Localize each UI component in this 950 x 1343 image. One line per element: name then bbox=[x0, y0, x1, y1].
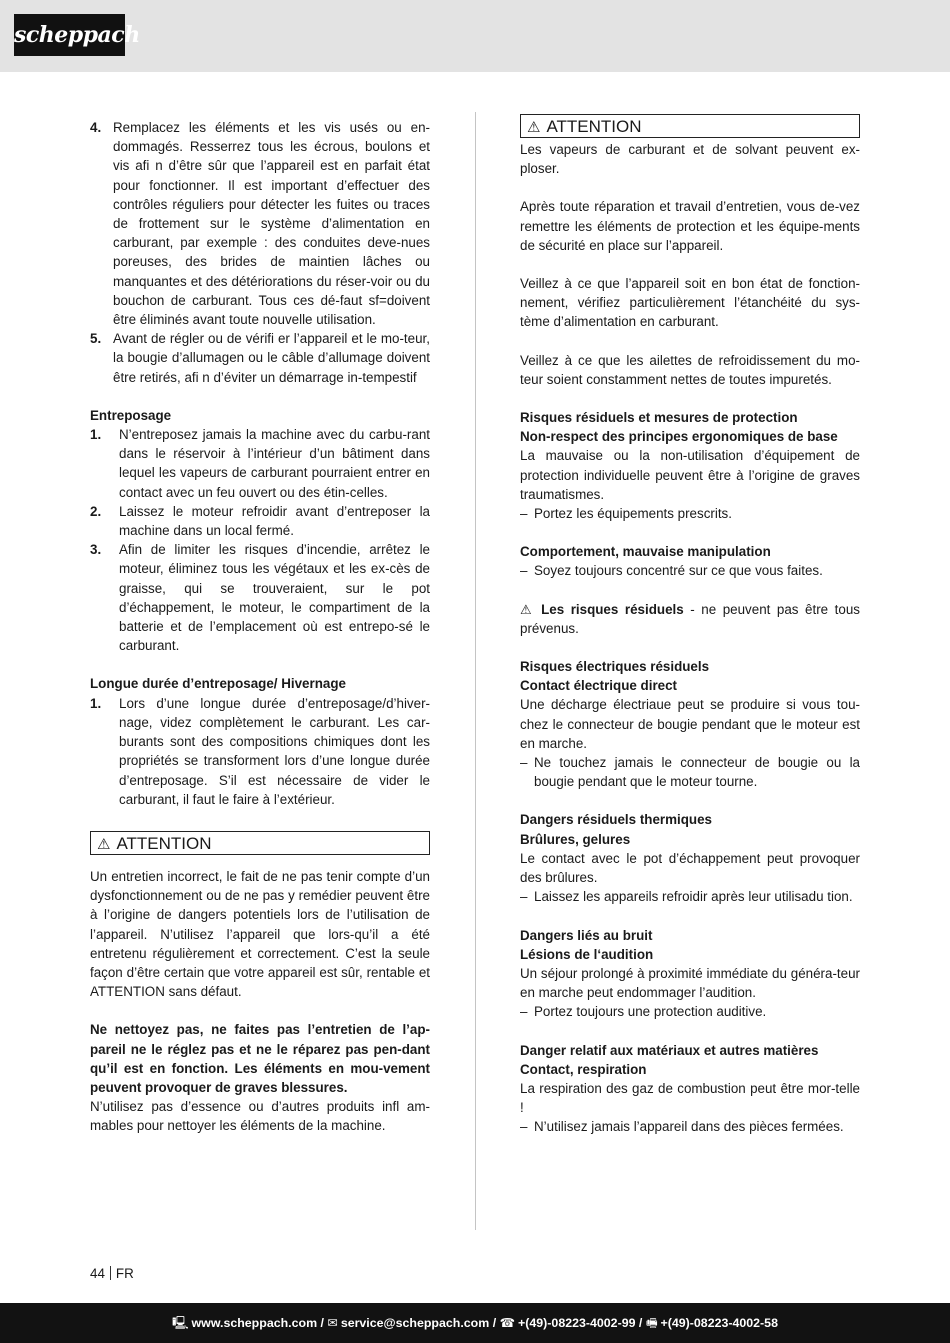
header-bar bbox=[0, 0, 950, 72]
section-text: La respiration des gaz de combustion peut être mor-telle ! bbox=[520, 1080, 860, 1116]
dash-item: – Laissez les appareils refroidir après leur utilisadu tion. bbox=[520, 887, 860, 906]
attention-paragraph: Un entretien incorrect, le fait de ne pas tenir compte d’un dysfonctionnement ou de ne pas y remédier peuvent être à l’origine de dangers potentiels lors de l’utilisation de l’appareil. N’utilisez l’appareil que lors-qu’il a été entretenu régulièrement et correctement. C’est la seule façon d’être certain que votre appareil est sûr, rentable et ATTENTION sans défaut. bbox=[90, 868, 430, 1000]
section-heading: Comportement, mauvaise manipulation bbox=[520, 544, 771, 560]
vapour-paragraph: Les vapeurs de carburant et de solvant peuvent ex-ploser. bbox=[520, 142, 860, 177]
scheppach-logo: scheppach bbox=[14, 14, 125, 56]
list-item: 1. Lors d’une longue durée d’entreposage/d’hiver-nage, videz complètement le carburant. Les car-burants sont des compositions chimiques dont les propriétés se transforment lors d’une longue durée d’entreposage. S’il est nécessaire de vider le carburant, il faut le faire à l’extérieur. bbox=[90, 695, 430, 807]
right-column bbox=[520, 114, 860, 1137]
warning-bold-paragraph: Ne nettoyez pas, ne faites pas l’entretien de l’ap-pareil ne le réglez pas et ne le réparez pas pen-dant qu’il est en fonction. Les éléments en mou-vement peuvent provoquer de graves blessures. bbox=[90, 1022, 430, 1095]
section-subheading: Contact électrique direct bbox=[520, 678, 678, 694]
attention-box: ⚠ ATTENTION bbox=[90, 831, 430, 855]
phone-number: +(49)-08223-4002-99 bbox=[518, 1316, 636, 1330]
phone-icon: ☎ bbox=[499, 1316, 516, 1330]
section-heading: Risques résiduels et mesures de protection bbox=[520, 410, 798, 426]
list-item: 3. Afin de limiter les risques d’incendie, arrêtez le moteur, éliminez tous les végétaux et les ex-cès de graisse, qui se trouveraient, sur le pot d’échappement, le moteur, le compartiment de la batterie et de l’emplacement où est entrepo-sé le carburant. bbox=[90, 542, 430, 654]
section-subheading: Contact, respiration bbox=[520, 1061, 647, 1077]
list-item: 1. N’entreposez jamais la machine avec du carbu-rant dans le réservoir à l’intérieur d’un bâtiment dans lequel les vapeurs de carburant pourraient entrer en contact avec un feu ouvert ou des étin-celles. bbox=[90, 427, 430, 500]
dash-item: – Portez les équipements prescrits. bbox=[520, 504, 860, 523]
warning-paragraph: N’utilisez pas d’essence ou d’autres produits infl am-mables pour nettoyer les éléments de la machine. bbox=[90, 1099, 430, 1134]
page-number: 44 FR bbox=[90, 1266, 134, 1281]
mail-icon: ✉ bbox=[327, 1316, 338, 1330]
column-divider bbox=[475, 112, 476, 1230]
maintenance-list bbox=[90, 118, 430, 387]
section-text: Une décharge électriaue peut se produire si vous tou-chez le connecteur de bougie pendant que le moteur est en marche. bbox=[520, 697, 860, 751]
cooling-fins-paragraph: Veillez à ce que les ailettes de refroidissement du mo-teur soient constamment nettes de toutes impuretés. bbox=[520, 352, 860, 387]
section-text: Un séjour prolongé à proximité immédiate du généra-teur en marche peut endommager l’audition. bbox=[520, 965, 860, 1001]
section-subheading: Brûlures, gelures bbox=[520, 831, 631, 847]
dash-item: – N’utilisez jamais l’appareil dans des pièces fermées. bbox=[520, 1117, 860, 1136]
section-heading: Dangers liés au bruit bbox=[520, 927, 653, 943]
section-subheading: Non-respect des principes ergonomiques de base bbox=[520, 429, 838, 445]
left-column bbox=[90, 118, 430, 1136]
list-item: 4. Remplacez les éléments et les vis usés ou en-dommagés. Resserrez tous les écrous, boulons et vis afi n d’être sûr que l’appareil est en parfait état pour fonctionner. Il est important d’effectuer des contrôles réguliers pour détecter les fuites ou traces de frottement sur le système d’alimentation en carburant, par exemple : des conduites deve-nues poreuses, des brides de maintien lâches ou manquantes et des détériorations du réser-voir ou du bouchon de carburant. Tous ces dé-faut sf=doivent être éliminés avant toute nouvelle utilisation. bbox=[90, 120, 430, 328]
warning-triangle-icon: ⚠ bbox=[520, 601, 535, 617]
longterm-storage-heading: Longue durée d’entreposage/ Hivernage bbox=[90, 676, 346, 692]
longterm-storage-list bbox=[90, 694, 430, 809]
section-heading: Danger relatif aux matériaux et autres matières bbox=[520, 1042, 819, 1058]
website-link[interactable]: www.scheppach.com bbox=[191, 1316, 318, 1330]
list-item: 5. Avant de régler ou de vérifi er l’appareil et le mo-teur, la bougie d’allumagen ou le câble d’allumage doivent être retirés, afi n d’éviter un démarrage in-tempestif bbox=[90, 331, 430, 385]
warning-triangle-icon: ⚠ bbox=[97, 835, 111, 853]
email-link[interactable]: service@scheppach.com bbox=[340, 1316, 490, 1330]
footer-bar: 🖳 www.scheppach.com / ✉ service@scheppach.com / ☎ +(49)-08223-4002-99 / 🖷 +(49)-08223-4002-58 bbox=[0, 1303, 950, 1343]
fax-icon: 🖷 bbox=[645, 1316, 658, 1330]
warning-triangle-icon: ⚠ bbox=[527, 119, 541, 136]
fax-number: +(49)-08223-4002-58 bbox=[660, 1316, 778, 1330]
section-heading: Dangers résiduels thermiques bbox=[520, 812, 713, 828]
residual-risks-paragraph: ⚠ Les risques résiduels - ne peuvent pas être tous prévenus. bbox=[520, 601, 860, 636]
list-item: 2. Laissez le moteur refroidir avant d’entreposer la machine dans un local fermé. bbox=[90, 503, 430, 539]
computer-icon: 🖳 bbox=[172, 1316, 189, 1330]
condition-paragraph: Veillez à ce que l’appareil soit en bon état de fonction-nement, vérifiez particulièrement l’étanchéité du sys-tème d’alimentation en carburant. bbox=[520, 276, 860, 330]
storage-heading: Entreposage bbox=[90, 407, 172, 423]
section-heading: Risques électriques résiduels bbox=[520, 659, 710, 675]
dash-item: – Soyez toujours concentré sur ce que vous faites. bbox=[520, 561, 860, 580]
storage-list bbox=[90, 425, 430, 655]
dash-item: – Portez toujours une protection auditive. bbox=[520, 1002, 860, 1021]
attention-box: ⚠ ATTENTION bbox=[520, 114, 860, 138]
dash-item: – Ne touchez jamais le connecteur de bougie ou la bougie pendant que le moteur tourne. bbox=[520, 753, 860, 791]
section-text: La mauvaise ou la non-utilisation d’équipement de protection individuelle peuvent être à l’origine de graves traumatismes. bbox=[520, 448, 860, 502]
section-text: Le contact avec le pot d’échappement peut provoquer des brûlures. bbox=[520, 850, 860, 886]
repair-paragraph: Après toute réparation et travail d’entretien, vous de-vez remettre les éléments de protection et les équipe-ments de sécurité en place sur l’appareil. bbox=[520, 199, 860, 253]
section-subheading: Lésions de l‘audition bbox=[520, 946, 654, 962]
